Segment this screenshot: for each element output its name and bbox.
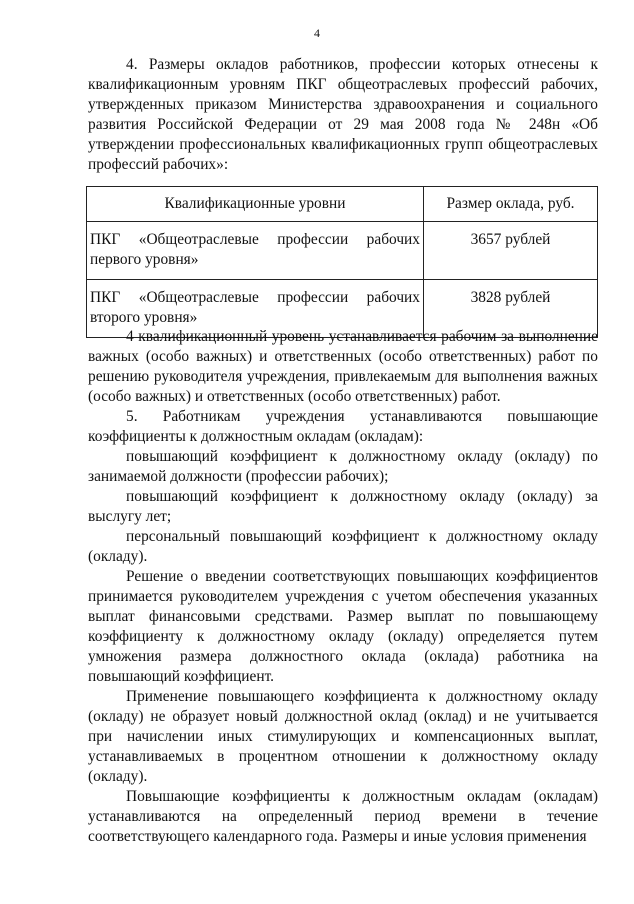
body-section	[88, 327, 598, 847]
paragraph-decision: Решение о введении соответствующих повышающих коэффициентов принимается руководителем учреждения с учетом обеспечения указанных выплат финансовыми средствами. Размер выплат по повышающему коэффициенту к должностному окладу (окладу) определяется путем умножения размера должностного оклада (оклада) работника на повышающий коэффициент.	[88, 568, 598, 685]
table-row	[87, 222, 598, 280]
page-number: 4	[314, 26, 320, 40]
paragraph-coefficient-seniority: повышающий коэффициент к должностному окладу (окладу) за выслугу лет;	[88, 488, 598, 525]
table-cell-level: ПКГ «Общеотраслевые профессии рабочих второго уровня»	[87, 280, 424, 338]
paragraph-period: Повышающие коэффициенты к должностным окладам (окладам) устанавливаются на определенный период времени в течение соответствующего календарного года. Размеры и иные условия применения	[88, 788, 598, 845]
table-cell-salary: 3828 рублей	[424, 280, 598, 338]
table-cell-salary: 3657 рублей	[424, 222, 598, 280]
salary-table	[86, 186, 598, 338]
paragraph-coefficient-position: повышающий коэффициент к должностному окладу (окладу) по занимаемой должности (профессии рабочих);	[88, 448, 598, 485]
paragraph-item-5: 5. Работникам учреждения устанавливаются повышающие коэффициенты к должностным окладам (окладам):	[88, 408, 598, 445]
table-cell-level: ПКГ «Общеотраслевые профессии рабочих первого уровня»	[87, 222, 424, 280]
table-header-levels: Квалификационные уровни	[87, 187, 424, 222]
table-header-salary: Размер оклада, руб.	[424, 187, 598, 222]
intro-section	[88, 55, 598, 175]
intro-paragraph: 4. Размеры окладов работников, профессии которых отнесены к квалификационным уровням ПКГ общеотраслевых профессий рабочих, утвержденных приказом Министерства здравоохранения и социального развития Российской Федерации от 29 мая 2008 года № 248н «Об утверждении профессиональных квалификационных групп общеотраслевых профессий рабочих»:	[88, 56, 598, 173]
paragraph-application: Применение повышающего коэффициента к должностному окладу (окладу) не образует новый должностной оклад (оклад) и не учитывается при начислении иных стимулирующих и компенсационных выплат, устанавливаемых в процентном отношении к должностному окладу (окладу).	[88, 688, 598, 785]
table-header-row	[87, 187, 598, 222]
paragraph-qualification-level: 4 квалификационный уровень устанавливается рабочим за выполнение важных (особо важных) и ответственных (особо ответственных) работ по решению руководителя учреждения, привлекаемым для выполнения важных (особо важных) и ответственных (особо ответственных) работ.	[88, 328, 598, 405]
paragraph-coefficient-personal: персональный повышающий коэффициент к должностному окладу (окладу).	[88, 528, 598, 565]
